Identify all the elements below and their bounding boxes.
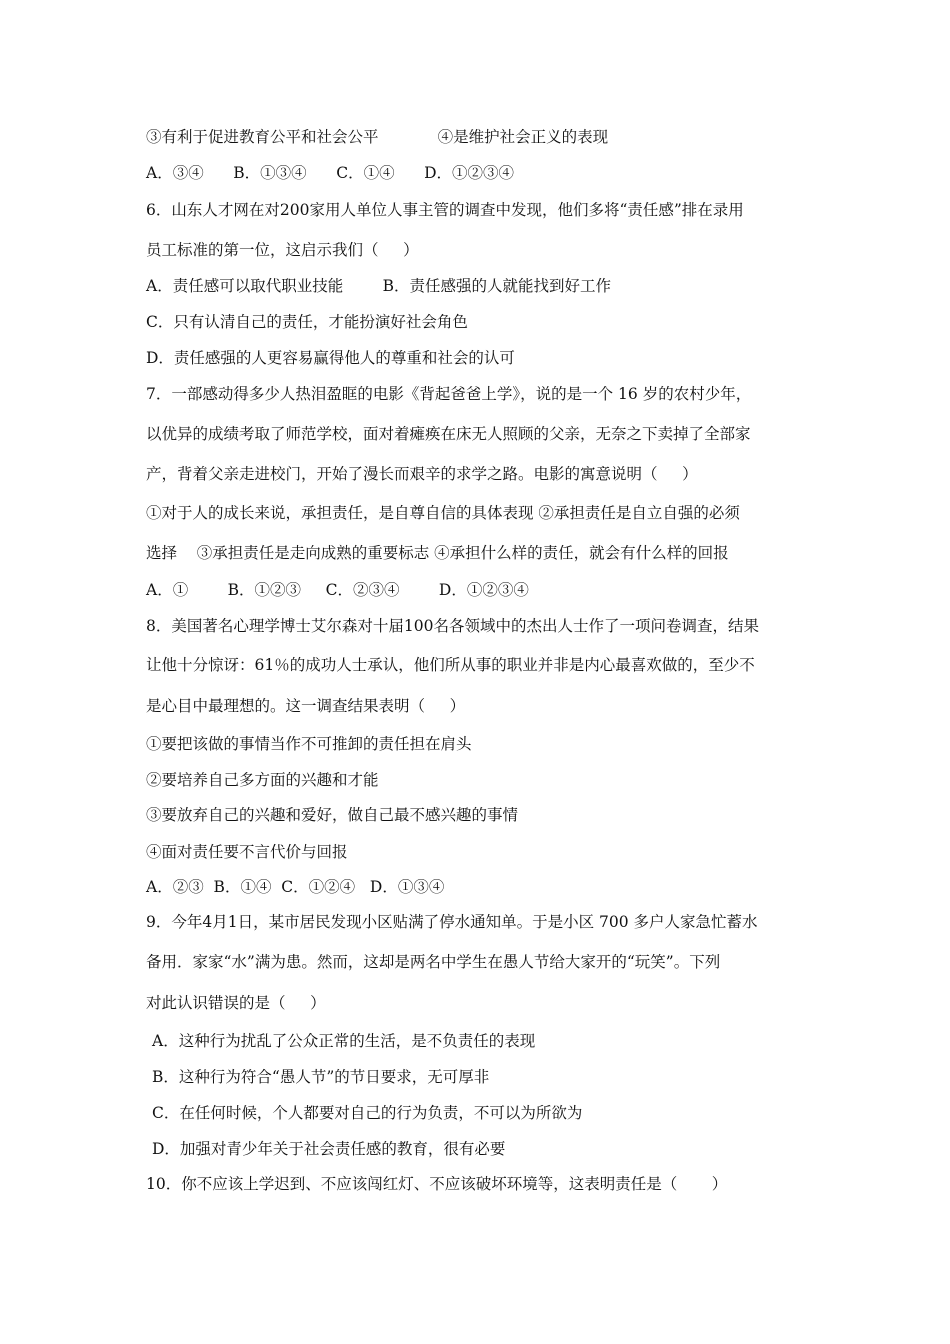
option-line: C．只有认清自己的责任，才能扮演好社会角色 — [146, 313, 468, 331]
question-7-cont: 产，背着父亲走进校门，开始了漫长而艰辛的求学之路。电影的寓意说明（ ） — [146, 465, 698, 483]
question-9-cont: 备用．家家“水”满为患。然而，这却是两名中学生在愚人节给大家开的“玩笑”。下列 — [146, 953, 721, 971]
option-line: 选择 ③承担责任是走向成熟的重要标志 ④承担什么样的责任，就会有什么样的回报 — [146, 544, 729, 562]
option-line: ③要放弃自己的兴趣和爱好，做自己最不感兴趣的事情 — [146, 806, 519, 824]
option-line: ④面对责任要不言代价与回报 — [146, 843, 348, 861]
option-line: B．这种行为符合“愚人节”的节日要求，无可厚非 — [152, 1068, 490, 1086]
option-line: C．在任何时候，个人都要对自己的行为负责，不可以为所欲为 — [152, 1104, 583, 1122]
answer-choices: A．③④ B．①③④ C．①④ D．①②③④ — [146, 164, 515, 182]
option-line: D．加强对青少年关于社会责任感的教育，很有必要 — [152, 1140, 506, 1158]
option-line: D．责任感强的人更容易赢得他人的尊重和社会的认可 — [146, 349, 515, 367]
question-7-cont: 以优异的成绩考取了师范学校，面对着瘫痪在床无人照顾的父亲，无奈之下卖掉了全部家 — [146, 425, 751, 443]
option-line: ①要把该做的事情当作不可推卸的责任担在肩头 — [146, 735, 472, 753]
answer-choices: A．① B．①②③ C．②③④ D．①②③④ — [146, 581, 529, 599]
question-10: 10．你不应该上学迟到、不应该闯红灯、不应该破坏环境等，这表明责任是（ ） — [146, 1175, 728, 1193]
option-line: ①对于人的成长来说，承担责任，是自尊自信的具体表现 ②承担责任是自立自强的必须 — [146, 504, 740, 522]
question-9-cont: 对此认识错误的是（ ） — [146, 994, 326, 1012]
question-8-cont: 让他十分惊讶：61％的成功人士承认，他们所从事的职业并非是内心最喜欢做的，至少不 — [146, 656, 755, 674]
question-6-cont: 员工标准的第一位，这启示我们（ ） — [146, 241, 419, 259]
option-line: A．责任感可以取代职业技能 B．责任感强的人就能找到好工作 — [146, 277, 612, 295]
question-8: 8．美国著名心理学博士艾尔森对十届100名各领域中的杰出人士作了一项问卷调查，结果 — [146, 617, 759, 635]
option-line: ③有利于促进教育公平和社会公平 ④是维护社会正义的表现 — [146, 128, 609, 146]
question-6: 6．山东人才网在对200家用人单位人事主管的调查中发现，他们多将“责任感”排在录用 — [146, 201, 744, 219]
question-9: 9．今年4月1日，某市居民发现小区贴满了停水通知单。于是小区 700 多户人家急忙蓄水 — [146, 913, 758, 931]
option-line: ②要培养自己多方面的兴趣和才能 — [146, 771, 379, 789]
answer-choices: A．②③ B．①④ C．①②④ D．①③④ — [146, 878, 445, 896]
question-7: 7．一部感动得多少人热泪盈眶的电影《背起爸爸上学》，说的是一个 16 岁的农村少年， — [146, 385, 752, 403]
question-8-cont: 是心目中最理想的。这一调查结果表明（ ） — [146, 697, 466, 715]
option-line: A．这种行为扰乱了公众正常的生活，是不负责任的表现 — [152, 1032, 536, 1050]
